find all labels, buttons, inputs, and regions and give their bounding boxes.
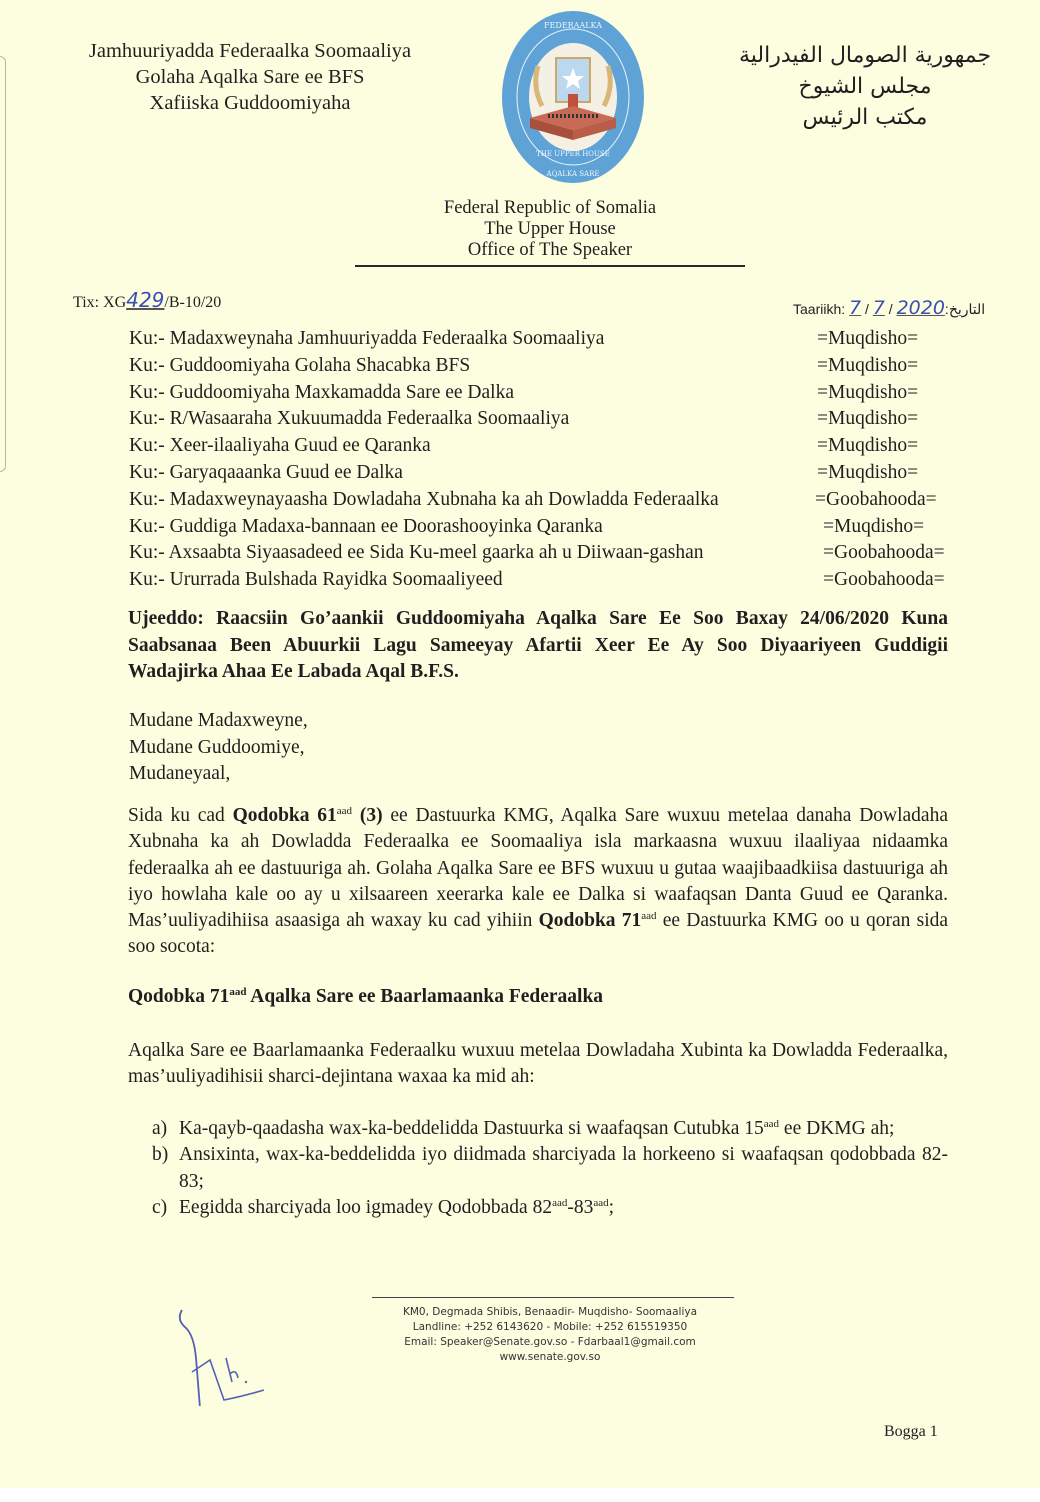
date-arabic-label: :التاريخ <box>944 301 986 317</box>
upper-house-seal-icon <box>498 6 648 188</box>
ordinal-suffix: aad <box>641 910 657 923</box>
section-title <box>128 986 603 1008</box>
recipient-location: =Muqdisho= <box>817 381 919 403</box>
letterhead-english <box>370 198 730 261</box>
recipient-location: =Goobahooda= <box>815 488 937 510</box>
letterhead-line: Federal Republic of Somalia <box>443 198 657 218</box>
recipient-row <box>129 567 989 594</box>
ordinal-suffix: aad <box>336 805 353 817</box>
recipient-location: =Muqdisho= <box>817 461 919 483</box>
recipient-row <box>129 460 989 487</box>
svg-text:AQALKA SARE: AQALKA SARE <box>546 170 600 178</box>
recipient-location: =Muqdisho= <box>817 354 919 376</box>
list-item <box>152 1142 948 1195</box>
footer-divider <box>372 1297 734 1298</box>
recipient-name: Ku:- Ururrada Bulshada Rayidka Soomaaliyeed <box>129 569 503 591</box>
recipient-name: Ku:- Madaxweynaha Jamhuuriyadda Federaalka Soomaaliya <box>129 328 605 349</box>
salutation-line: Mudane Madaxweyne, <box>129 710 308 731</box>
body-paragraph-2: Aqalka Sare ee Baarlamaanka Federaalku wuxuu metelaa Dowladaha Xubinta ka Dowladda Federaalka, mas’uuliyadihisii sharci-dejintana waxaa ka mid ah: <box>128 1040 948 1088</box>
recipient-location: =Goobahooda= <box>823 542 945 564</box>
list-text <box>179 1195 948 1221</box>
text-run: ee Dastuurka KMG oo u qoran sida soo socota: <box>128 910 949 958</box>
page-bottom-margin <box>0 1488 1040 1502</box>
recipient-name: Ku:- Xeer-ilaaliyaha Guud ee Qaranka <box>129 435 431 457</box>
recipient-location: =Goobahooda= <box>823 569 945 591</box>
recipient-name: Ku:- R/Wasaaraha Xukuumadda Federaalka Soomaaliya <box>129 408 570 430</box>
header-divider <box>355 265 745 267</box>
reference-prefix: Tix: XG <box>73 294 127 311</box>
date-day: 7 <box>849 297 862 319</box>
recipients-list <box>129 326 989 594</box>
recipient-name: Ku:- Guddoomiyaha Golaha Shacabka BFS <box>129 354 471 376</box>
letterhead-line: جمهورية الصومال الفيدرالية <box>738 43 992 68</box>
page-number: Bogga 1 <box>884 1423 938 1440</box>
letterhead-line: Golaha Aqalka Sare ee BFS <box>135 66 365 88</box>
text-run: ; <box>608 1196 615 1218</box>
letterhead-arabic <box>700 40 1030 133</box>
text-run: Ka-qayb-qaadasha wax-ka-beddelidda Dastuurka si waafaqsan Cutubka 15 <box>179 1118 764 1139</box>
list-marker: c) <box>152 1196 168 1218</box>
footer-address: KM0, Degmada Shibis, Benaadir- Muqdisho- Soomaaliya <box>402 1306 698 1318</box>
letterhead-somali <box>60 38 440 116</box>
recipient-name: Ku:- Guddoomiyaha Maxkamadda Sare ee Dalka <box>129 381 514 403</box>
recipient-location: =Muqdisho= <box>817 408 919 430</box>
recipient-location: =Muqdisho= <box>817 435 919 457</box>
date-label: Taariikh: <box>793 301 846 317</box>
text-run: ee Dastuurka KMG, Aqalka Sare wuxuu metelaa danaha Dowladaha Xubnaha ka ah Dowladda Federaalka ee Soomaaliya isla markaasna wuxuu ilaaliyaa nidaamka federaalka ah ee dastuuriga ah. Golaha Aqalka Sare ee BFS wuxuu u gutaa waajibaadkiisa dastuuriga ah iyo howlaha kale oo ay u xilsaareen xeerarka kale ee Dalka si waafaqsan Danta Guud ee Qaranka. Mas’uuliyadihiisa asaasiga ah waxay ku cad yihiin <box>128 805 948 932</box>
reference-suffix: /B-10/20 <box>164 294 222 311</box>
svg-text:FEDERAALKA: FEDERAALKA <box>544 21 602 30</box>
letterhead-line: مجلس الشيوخ <box>798 74 932 99</box>
article-clause: (3) <box>352 805 383 826</box>
recipient-name: Ku:- Axsaabta Siyaasadeed ee Sida Ku-meel gaarka ah u Diiwaan-gashan <box>129 542 704 564</box>
recipient-name: Ku:- Madaxweynayaasha Dowladaha Xubnaha ka ah Dowladda Federaalka <box>129 488 719 510</box>
ordinal-suffix: aad <box>229 986 247 998</box>
salutation <box>129 708 308 788</box>
recipient-row <box>129 433 989 460</box>
letterhead-line: مكتب الرئيس <box>802 105 928 130</box>
contact-footer <box>340 1305 760 1365</box>
recipient-name: Ku:- Garyaqaaanka Guud ee Dalka <box>129 461 403 483</box>
recipient-location: =Muqdisho= <box>823 515 925 537</box>
list-text <box>179 1116 948 1142</box>
text-run: Aqalka Sare ee Baarlamaanka Federaalka <box>246 986 604 1007</box>
list-item <box>152 1116 948 1142</box>
recipient-row <box>129 540 989 567</box>
recipient-row <box>129 380 989 407</box>
letterhead-line: Xafiiska Guddoomiyaha <box>149 92 351 114</box>
letterhead-line: Office of The Speaker <box>467 240 633 260</box>
salutation-line: Mudane Guddoomiye, <box>129 736 305 758</box>
date-month: 7 <box>872 297 885 319</box>
recipient-row <box>129 487 989 514</box>
ordinal-suffix: aad <box>552 1196 568 1209</box>
list-text: Ansixinta, wax-ka-beddelidda iyo diidmada sharciyada la horkeeno si waafaqsan qodobbada 82-83; <box>179 1144 948 1192</box>
salutation-line: Mudaneyaal, <box>129 763 231 784</box>
date-year: 2020 <box>896 297 945 319</box>
article-reference: Qodobka 61 <box>232 805 337 826</box>
footer-phones: Landline: +252 6143620 - Mobile: +252 615519350 <box>412 1321 688 1333</box>
list-marker: b) <box>152 1144 169 1166</box>
article-reference: Qodobka 71 <box>538 910 642 932</box>
ordinal-suffix: aad <box>593 1196 609 1209</box>
reference-handwritten-number: 429 <box>126 288 165 312</box>
recipient-row <box>129 353 989 380</box>
text-run: Qodobka 71 <box>128 986 230 1007</box>
text-run: Sida ku cad <box>128 805 233 826</box>
letterhead-line: The Upper House <box>484 219 616 239</box>
footer-email: Email: Speaker@Senate.gov.so - Fdarbaal1@gmail.com <box>404 1336 696 1348</box>
footer-website: www.senate.gov.so <box>499 1351 601 1363</box>
subject-line: Ujeeddo: Raacsiin Go’aankii Guddoomiyaha Aqalka Sare Ee Soo Baxay 24/06/2020 Kuna Saabsanaa Been Abuurkii Lagu Sameeyay Afartii Xeer Ee Ay Soo Diyaariyeen Guddigii Wadajirka Ahaa Ee Labada Aqal B.F.S. <box>128 608 948 682</box>
recipient-name: Ku:- Guddiga Madaxa-bannaan ee Doorashooyinka Qaranka <box>129 515 603 537</box>
text-run: Eegidda sharciyada loo igmadey Qodobbada 82 <box>179 1196 553 1218</box>
recipient-row <box>129 514 989 541</box>
date-line: Taariikh: 7 / 7 / 2020:التاريخ <box>793 297 986 319</box>
text-run: ee DKMG ah; <box>779 1118 895 1139</box>
text-run: -83 <box>567 1196 594 1218</box>
letterhead-line: Jamhuuriyadda Federaalka Soomaaliya <box>88 40 412 62</box>
body-paragraph-1 <box>128 803 948 961</box>
signature-icon <box>168 1296 288 1406</box>
reference-number <box>73 288 221 312</box>
recipient-row <box>129 326 989 353</box>
svg-text:THE UPPER HOUSE: THE UPPER HOUSE <box>536 150 610 158</box>
ordinal-suffix: aad <box>763 1118 780 1130</box>
scan-edge <box>0 56 6 472</box>
list-marker: a) <box>152 1118 168 1139</box>
list-item <box>152 1195 948 1221</box>
recipient-location: =Muqdisho= <box>817 328 919 349</box>
recipient-row <box>129 406 989 433</box>
duties-list <box>152 1116 948 1221</box>
